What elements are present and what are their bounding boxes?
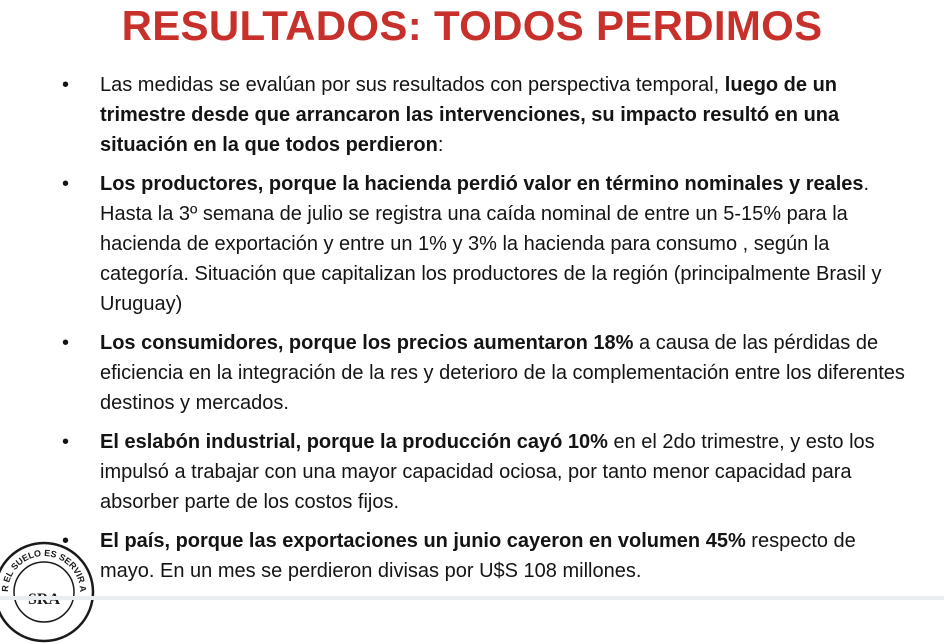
bullet-text: en el 2do trimestre, y esto los impulsó a trabajar con una mayor capacidad ociosa, por tanto menor capacidad para absorber parte de los costos fijos. xyxy=(100,431,875,513)
bullet-text-bold: Los consumidores, porque los precios aumentaron 18% xyxy=(100,332,634,354)
bullet-text-bold: El país, porque las exportaciones un junio cayeron en volumen 45% xyxy=(100,530,746,552)
bullet-text: respecto de mayo. En un mes se perdieron divisas por U$S 108 millones. xyxy=(100,530,856,582)
sra-seal-logo xyxy=(0,540,96,644)
bullet-text: . Hasta la 3º semana de julio se registra una caída nominal de entre un 5-15% para la hacienda de exportación y entre un 1% y 3% la hacienda para consumo , según la categoría. Situación que capitalizan los productores de la región (principalmente Brasil y Uruguay) xyxy=(100,173,882,315)
bullet-text-bold: El eslabón industrial, porque la producción cayó 10% xyxy=(100,431,608,453)
bullet-item xyxy=(100,328,910,418)
bullet-list xyxy=(100,70,910,595)
bullet-text: a causa de las pérdidas de eficiencia en la integración de la res y deterioro de la complementación entre los diferentes destinos y mercados. xyxy=(100,332,905,414)
bullet-item xyxy=(100,70,910,160)
bottom-strip xyxy=(0,596,944,600)
bullet-text-bold: luego de un trimestre desde que arrancaron las intervenciones, su impacto resultó en una situación en la que todos perdieron xyxy=(100,74,840,156)
bullet-item xyxy=(100,169,910,319)
seal-arc-text: R EL SUELO ES SERVIR A xyxy=(0,547,89,593)
bullet-text-bold: Los productores, porque la hacienda perdió valor en término nominales y reales xyxy=(100,173,864,195)
bullet-item xyxy=(100,427,910,517)
bullet-text: Las medidas se evalúan por sus resultados con perspectiva temporal, xyxy=(100,74,725,96)
bullet-text: : xyxy=(437,134,444,156)
slide-title: RESULTADOS: TODOS PERDIMOS xyxy=(121,2,823,49)
bullet-item xyxy=(100,526,910,586)
